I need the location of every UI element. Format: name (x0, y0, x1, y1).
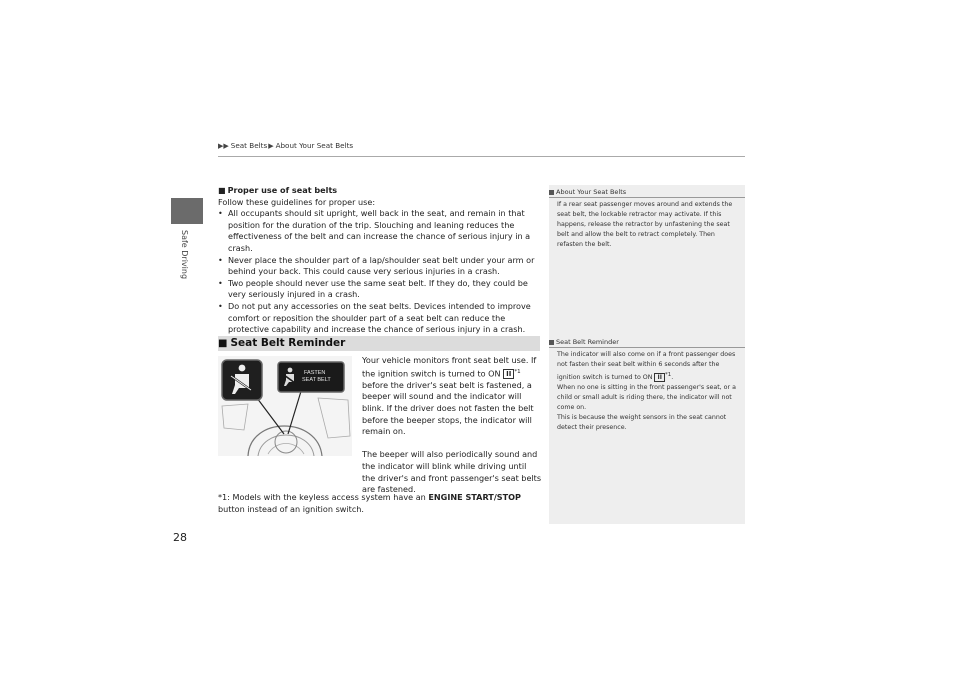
note-divider (549, 197, 745, 198)
bullet-icon: • (218, 277, 223, 288)
indicator-label-line1: FASTEN (304, 370, 326, 376)
indicator-label-line2: SEAT BELT (302, 377, 331, 383)
note-reminder-para1: The indicator will also come on if a front passenger does not fasten their seat belt within 6 seconds after the ignition switch is turned to ON II *1. (557, 351, 736, 382)
note-title-reminder: Seat Belt Reminder (549, 338, 619, 346)
ignition-position-key: II (503, 369, 514, 379)
section-heading-bar: ■ Seat Belt Reminder (218, 336, 540, 351)
section-label: Safe Driving (180, 230, 189, 280)
square-icon: ■ (218, 186, 226, 195)
bullet-icon: • (218, 254, 223, 265)
seat-belt-indicator-illustration (218, 356, 352, 456)
bullet-icon: • (218, 300, 223, 311)
reminder-para1: Your vehicle monitors front seat belt use. If the ignition switch is turned to ON II $^{*1}$ before the driver's seat belt is fastened, a beeper will sound and the indicator will blink. If the driver does not fasten the belt before the beeper stops, the indicator will remain on. (362, 355, 537, 437)
arrow-icon: ▶▶ (218, 141, 229, 150)
list-item: • All occupants should sit upright, well back in the seat, and remain in that position for the duration of the trip. Slouching and leaning reduces the effectiveness of the belt and can increase the chance of serious injury in a crash. (218, 208, 531, 253)
note-body-about: If a rear seat passenger moves around and extends the seat belt, the lockable retractor may activate. If this happens, release the retractor by unfastening the seat belt and allow the belt to retract completely. Then refasten the belt. (557, 201, 733, 248)
footnote: *1: Models with the keyless access system have an ENGINE START/STOP button instead of an ignition switch. (218, 492, 521, 514)
breadcrumb-level1[interactable]: Seat Belts (230, 141, 268, 150)
dashboard-drawing (218, 356, 352, 456)
reminder-description (362, 355, 542, 496)
engine-start-stop-label: ENGINE START/STOP (428, 492, 521, 502)
footnote-ref: *1 (514, 368, 521, 375)
note-icon (549, 190, 554, 195)
reminder-para2: The beeper will also periodically sound and the indicator will blink while driving until the driver's and front passenger's seat belts are fastened. (362, 449, 542, 495)
proper-use-section (218, 185, 540, 336)
header-divider (218, 156, 745, 157)
square-icon: ■ (218, 338, 228, 349)
note-reminder-para3: This is because the weight sensors in the seat cannot detect their presence. (557, 414, 727, 432)
list-item: • Do not put any accessories on the seat belts. Devices intended to improve comfort or reposition the shoulder part of a seat belt can reduce the protective capability and increase the chance of serious injury in a crash. (218, 300, 531, 335)
note-reminder-para2: When no one is sitting in the front passenger's seat, or a child or small adult is riding there, the indicator will not come on. (557, 384, 736, 412)
note-divider (549, 347, 745, 348)
bullet-icon: • (218, 208, 223, 219)
note-title-about: About Your Seat Belts (549, 188, 626, 196)
side-tab (171, 198, 203, 224)
list-item: • Never place the shoulder part of a lap/shoulder seat belt under your arm or behind your back. This could cause very serious injuries in a crash. (218, 254, 535, 277)
page-number: 28 (173, 531, 187, 544)
note-body-reminder (557, 350, 741, 433)
note-icon (549, 340, 554, 345)
breadcrumb (218, 141, 353, 150)
intro-text: Follow these guidelines for proper use: (218, 196, 376, 207)
list-item: • Two people should never use the same seat belt. If they do, they could be very seriously injured in a crash. (218, 277, 528, 300)
subsection-heading: ■ Proper use of seat belts (218, 185, 338, 195)
arrow-icon: ▶ (268, 141, 274, 150)
ignition-position-key: II (654, 373, 664, 382)
breadcrumb-level2[interactable]: About Your Seat Belts (275, 141, 354, 150)
